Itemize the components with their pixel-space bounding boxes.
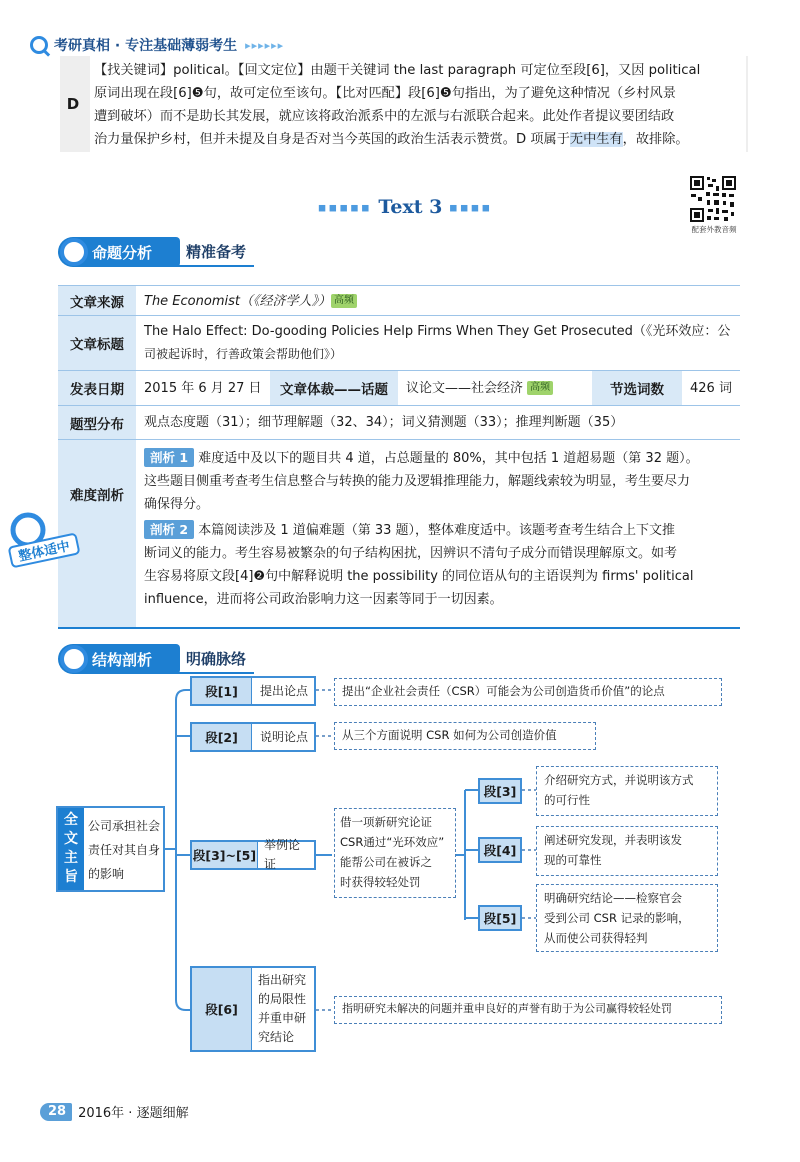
row-key: 文章来源 <box>58 286 136 315</box>
node-desc: 说明论点 <box>260 729 309 744</box>
root-label: 全文主旨 <box>58 808 84 890</box>
analysis-1: 剖析 1 难度适中及以下的题目共 4 道，占总题量的 80%，其中包括 1 道超易题（第 32 题）。 这些题目侧重考查考生信息整合与转换的能力及逻辑推理能力，解题线索较为明显，考生要尽力 确保得分。 剖析 2 本篇阅读涉及 1 道偏难题（第 33 题），整体难度适中。该题考查考生结合上下文推 断词义的能力。考生容易被繁杂的句子结构困扰，因辨识不清句子成分而错误理解原文。如考 生容易将原文段[4]❷句中解释说明 the possibility 的同位语从句的主语误判为 firms' political influence，进而将公司政治影响力这一因素等同于一切因素。 <box>144 450 699 607</box>
row-key: 发表日期 <box>58 371 136 405</box>
mindmap-node-p2 <box>190 722 316 752</box>
option-d-line1: 【找关键词】political。【回文定位】由题干关键词 the last paragraph 可定位至段[6]，又因 political <box>94 63 701 78</box>
genre-value: 议论文——社会经济 高频 <box>406 377 553 400</box>
page-number: 28 <box>40 1103 72 1121</box>
root-text: 公司承担社会责任对其自身的影响 <box>88 819 161 881</box>
analysis-2-tag: 剖析 2 <box>144 520 194 539</box>
option-d-label: D <box>66 95 80 113</box>
mindmap-root <box>56 806 165 892</box>
node-label: 段[3] <box>480 780 520 802</box>
row-value: The Economist（《经济学人》） 高频 <box>144 290 357 313</box>
mindmap-node-p3-5 <box>190 840 316 870</box>
text-heading: ▪▪▪▪▪ Text 3 ▪▪▪▪ <box>317 196 493 218</box>
hot-badge: 高频 <box>527 381 553 395</box>
row-key: 题型分布 <box>58 406 136 439</box>
header-title: 考研真相 · 专注基础薄弱考生 <box>54 38 238 54</box>
mindmap-detail-p3: 介绍研究方式，并说明该方式 的可行性 <box>536 766 718 816</box>
row-value: 2015 年 6 月 27 日 <box>144 381 262 396</box>
mindmap-node-p1 <box>190 676 316 706</box>
node-label: 段[1] <box>192 678 252 704</box>
node-label: 段[6] <box>192 968 252 1050</box>
mindmap-node-p4 <box>478 837 522 863</box>
mindmap-detail-p5: 明确研究结论——检察官会 受到公司 CSR 记录的影响， 从而使公司获得轻判 <box>536 884 718 952</box>
node-desc: 举例论证 <box>264 838 301 871</box>
page-footer <box>40 1102 189 1121</box>
genre-key: 文章体裁——话题 <box>270 371 398 405</box>
difficulty-stamp-text: 整体适中 <box>17 539 72 565</box>
qr-caption: 配套外教音频 <box>691 225 737 234</box>
option-d-line2: 原词出现在段[6]❺句，故可定位至该句。【比对匹配】段[6]❺句指出，为了避免这种情况（乡村风景 <box>94 86 676 101</box>
node-label: 段[4] <box>480 839 520 861</box>
node-desc: 提出论点 <box>260 683 309 698</box>
option-d-line4: 治力量保护乡村，但并未提及自身是否对当今英国的政治生活表示赞赏。D 项属于无中生有，故排除。 <box>94 132 689 147</box>
mindmap-node-p6 <box>190 966 316 1052</box>
option-d-line3: 遭到破坏）而不是助长其发展，就应该将政治派系中的左派与右派联合起来。此处作者提议要团结政 <box>94 109 675 124</box>
section-subtitle: 精准备考 <box>186 243 247 261</box>
text-heading-title: Text 3 <box>378 196 443 218</box>
row-key: 难度剖析 <box>58 440 136 627</box>
mindmap-detail-p3-5: 借一项新研究论证 CSR通过“光环效应” 能帮公司在被诉之 时获得较轻处罚 <box>334 808 456 898</box>
header-arrows: ▸▸▸▸▸▸ <box>245 38 285 52</box>
hot-badge: 高频 <box>331 294 357 308</box>
row-value: 观点态度题（31）；细节理解题（32、34）；词义猜测题（33）；推理判断题（35） <box>144 415 624 430</box>
highlight-phrase: 无中生有 <box>569 132 623 147</box>
footer-title: 2016年 · 逐题细解 <box>78 1106 189 1121</box>
section-badge: 结构剖析 <box>58 644 180 674</box>
words-key: 节选词数 <box>592 371 682 405</box>
node-desc: 指出研究 的局限性 并重申研 究结论 <box>258 973 307 1044</box>
mindmap-detail-p6: 指明研究未解决的问题并重申良好的声誉有助于为公司赢得较轻处罚 <box>334 996 722 1024</box>
row-value: The Halo Effect: Do-gooding Policies Help Firms When They Get Prosecuted（《光环效应：公 司被起诉时，行善政策会帮助他们》） <box>144 324 731 361</box>
mindmap-node-p3 <box>478 778 522 804</box>
section-badge: 命题分析 <box>58 237 180 267</box>
analysis-1-tag: 剖析 1 <box>144 448 194 467</box>
node-label: 段[3]~[5] <box>192 842 258 868</box>
mindmap-detail-p1: 提出“企业社会责任（CSR）可能会为公司创造货币价值”的论点 <box>334 678 722 706</box>
mindmap-detail-p2: 从三个方面说明 CSR 如何为公司创造价值 <box>334 722 596 750</box>
mindmap-detail-p4: 阐述研究发现，并表明该发 现的可靠性 <box>536 826 718 876</box>
section-subtitle: 明确脉络 <box>186 650 247 668</box>
words-value: 426 词 <box>690 381 732 396</box>
mindmap-node-p5 <box>478 905 522 931</box>
node-label: 段[5] <box>480 907 520 929</box>
node-label: 段[2] <box>192 724 252 750</box>
row-key: 文章标题 <box>58 316 136 370</box>
